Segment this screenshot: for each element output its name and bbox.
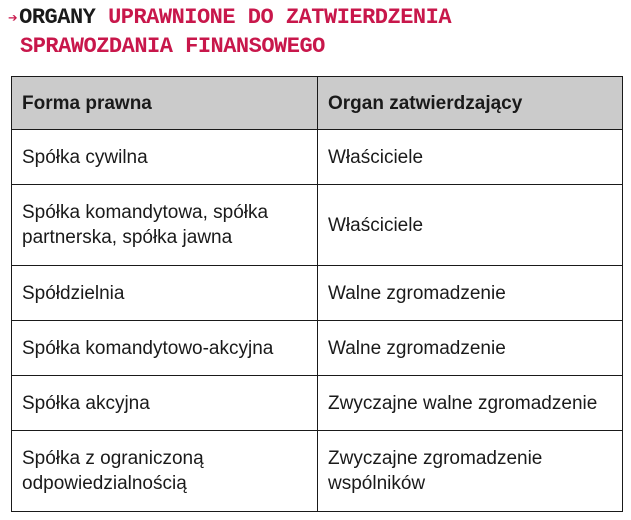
table-row (12, 321, 623, 376)
cell-legal-form: Spółka akcyjna (12, 376, 318, 431)
cell-approving-body: Walne zgromadzenie (318, 321, 623, 376)
cell-approving-body: Zwyczajne walne zgromadzenie (318, 376, 623, 431)
table-row (12, 130, 623, 185)
table-row (12, 185, 623, 266)
page-title (8, 4, 628, 61)
column-header-legal-form: Forma prawna (12, 77, 318, 130)
title-red-line-2: SPRAWOZDANIA FINANSOWEGO (20, 34, 325, 59)
cell-approving-body: Walne zgromadzenie (318, 266, 623, 321)
cell-legal-form: Spółdzielnia (12, 266, 318, 321)
cell-approving-body: Właściciele (318, 185, 623, 266)
cell-legal-form: Spółka cywilna (12, 130, 318, 185)
title-red-line-1: UPRAWNIONE DO ZATWIERDZENIA (108, 5, 452, 30)
cell-legal-form: Spółka z ograniczoną odpowiedzialnością (12, 431, 318, 512)
table-row (12, 376, 623, 431)
cell-approving-body: Zwyczajne zgromadzenie wspólników (318, 431, 623, 512)
cell-legal-form: Spółka komandytowa, spółka partnerska, spółka jawna (12, 185, 318, 266)
cell-approving-body: Właściciele (318, 130, 623, 185)
legal-forms-table (11, 76, 623, 512)
arrow-right-icon: ➔ (8, 10, 18, 28)
cell-legal-form: Spółka komandytowo-akcyjna (12, 321, 318, 376)
column-header-approving-body: Organ zatwierdzający (318, 77, 623, 130)
table-row (12, 431, 623, 512)
table-header-row (12, 77, 623, 130)
table-row (12, 266, 623, 321)
title-black-word: ORGANY (19, 5, 96, 30)
